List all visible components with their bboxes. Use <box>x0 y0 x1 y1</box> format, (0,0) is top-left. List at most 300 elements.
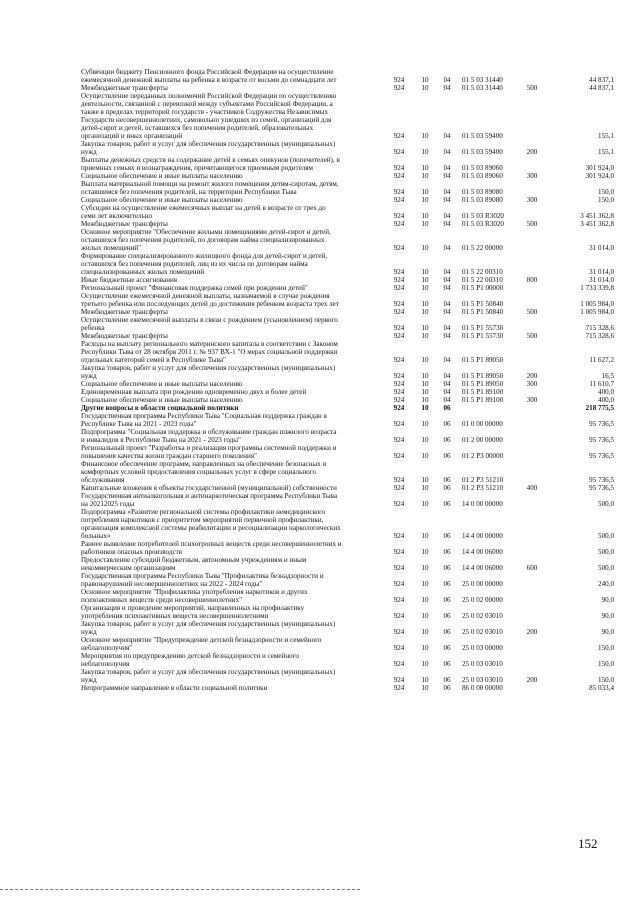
row-expense-type: 500 <box>526 220 538 228</box>
row-section-code: 10 <box>421 380 429 388</box>
row-section-code: 10 <box>421 404 429 412</box>
row-gr-code: 924 <box>393 324 405 332</box>
row-name: Социальное обеспечение и иные выплаты населению <box>81 172 243 180</box>
row-target-code: 01 5 03 31440 <box>462 76 503 84</box>
row-name: Субсидии на осуществление ежемесячных выплат на детей в возрасте от трех до семи лет включительно <box>81 204 326 220</box>
row-expense-type: 500 <box>526 308 538 316</box>
row-subsection-code: 04 <box>443 332 451 340</box>
row-name: Закупка товаров, работ и услуг для обеспечения государственных (муниципальных) нужд <box>81 668 336 684</box>
row-target-code: 01 5 P1 89100 <box>462 388 504 396</box>
row-subsection-code: 06 <box>443 500 451 508</box>
row-subsection-code: 06 <box>443 644 451 652</box>
row-gr-code: 924 <box>393 196 405 204</box>
row-section-code: 10 <box>421 284 429 292</box>
row-subsection-code: 06 <box>443 628 451 636</box>
row-section-code: 10 <box>421 212 429 220</box>
row-name: Финансовое обеспечение программ, направленных на обеспечение безопасных и комфортных условий предоставления социальных услуг в сфере социального обслуживания <box>81 460 327 484</box>
table-row <box>81 332 614 340</box>
row-target-code: 01 2 P3 51210 <box>462 476 504 484</box>
table-row <box>81 156 614 172</box>
row-target-code: 01 5 03 R3020 <box>462 212 504 220</box>
row-subsection-code: 06 <box>443 676 451 684</box>
row-name: Социальное обеспечение и иные выплаты населению <box>81 396 243 404</box>
row-section-code: 10 <box>421 452 429 460</box>
row-amount: 1 733 339,8 <box>580 284 614 292</box>
table-row <box>81 684 614 692</box>
table-row <box>81 196 614 204</box>
row-name: Осуществление ежемесячной денежной выплаты, назначаемой в случае рождения третьего ребенка или последующих детей до достижения ребенком возраста трех лет <box>81 292 339 308</box>
table-row <box>81 68 614 84</box>
row-expense-type: 200 <box>526 372 538 380</box>
row-amount: 1 005 984,0 <box>580 300 614 308</box>
row-gr-code: 924 <box>393 500 405 508</box>
row-target-code: 01 5 03 89060 <box>462 172 503 180</box>
row-subsection-code: 04 <box>443 388 451 396</box>
row-target-code: 01 5 P1 89050 <box>462 380 504 388</box>
row-amount: 90,0 <box>601 612 614 620</box>
row-amount: 90,0 <box>601 596 614 604</box>
row-subsection-code: 04 <box>443 300 451 308</box>
table-row <box>81 308 614 316</box>
table-row <box>81 276 614 284</box>
row-subsection-code: 04 <box>443 76 451 84</box>
row-expense-type: 200 <box>526 676 538 684</box>
row-gr-code: 924 <box>393 676 405 684</box>
row-gr-code: 924 <box>393 244 405 252</box>
row-name: Межбюджетные трансферты <box>81 308 168 316</box>
row-target-code: 01 5 P1 55730 <box>462 324 504 332</box>
table-row <box>81 484 614 492</box>
row-amount: 400,0 <box>598 396 614 404</box>
row-subsection-code: 06 <box>443 612 451 620</box>
table-row <box>81 252 614 276</box>
row-gr-code: 924 <box>393 484 405 492</box>
table-row <box>81 572 614 588</box>
row-amount: 95 736,5 <box>589 436 614 444</box>
row-amount: 218 775,5 <box>585 404 614 412</box>
row-gr-code: 924 <box>393 308 405 316</box>
row-gr-code: 924 <box>393 452 405 460</box>
row-section-code: 10 <box>421 372 429 380</box>
row-gr-code: 924 <box>393 420 405 428</box>
row-name: Межбюджетные трансферты <box>81 332 168 340</box>
row-gr-code: 924 <box>393 660 405 668</box>
table-row <box>81 228 614 252</box>
row-amount: 500,0 <box>598 532 614 540</box>
row-amount: 150,0 <box>598 676 614 684</box>
row-target-code: 01 5 22 00310 <box>462 268 503 276</box>
row-amount: 715 328,6 <box>585 324 614 332</box>
row-gr-code: 924 <box>393 268 405 276</box>
row-subsection-code: 04 <box>443 84 451 92</box>
row-target-code: 01 2 00 00000 <box>462 436 503 444</box>
row-gr-code: 924 <box>393 132 405 140</box>
row-gr-code: 924 <box>393 284 405 292</box>
row-amount: 500,0 <box>598 548 614 556</box>
table-row <box>81 428 614 444</box>
row-target-code: 01 5 P1 89100 <box>462 396 504 404</box>
row-amount: 500,0 <box>598 564 614 572</box>
row-section-code: 10 <box>421 436 429 444</box>
row-gr-code: 924 <box>393 220 405 228</box>
row-target-code: 01 5 P1 50840 <box>462 308 504 316</box>
row-gr-code: 924 <box>393 628 405 636</box>
table-row <box>81 172 614 180</box>
row-target-code: 01 5 03 89080 <box>462 188 503 196</box>
row-name: Выплаты денежных средств на содержание детей в семьях опекунов (попечителей), в приемных семьях и вознаграждения, причитающегося приемным родителям <box>81 156 340 172</box>
row-gr-code: 924 <box>393 276 405 284</box>
row-expense-type: 300 <box>526 196 538 204</box>
row-section-code: 10 <box>421 276 429 284</box>
row-name: Региональный проект "Финансовая поддержка семей при рождении детей" <box>81 284 308 292</box>
row-amount: 11 627,2 <box>589 356 614 364</box>
row-subsection-code: 04 <box>443 220 451 228</box>
table-row <box>81 396 614 404</box>
row-gr-code: 924 <box>393 164 405 172</box>
row-name: Подпрограмма "Социальная поддержка и обслуживание граждан пожилого возраста и инвалидов в Республике Тыва на 2021 - 2023 годы" <box>81 428 337 444</box>
row-subsection-code: 06 <box>443 684 451 692</box>
table-row <box>81 636 614 652</box>
row-gr-code: 924 <box>393 372 405 380</box>
row-gr-code: 924 <box>393 596 405 604</box>
row-target-code: 25 0 02 00000 <box>462 596 503 604</box>
row-name: Закупка товаров, работ и услуг для обеспечения государственных (муниципальных) нужд <box>81 364 336 380</box>
row-target-code: 01 5 03 89060 <box>462 164 503 172</box>
row-amount: 150,0 <box>598 644 614 652</box>
table-row <box>81 316 614 332</box>
row-section-code: 10 <box>421 164 429 172</box>
table-row <box>81 404 614 412</box>
table-row <box>81 180 614 196</box>
row-expense-type: 500 <box>526 84 538 92</box>
budget-table <box>81 68 614 692</box>
table-row <box>81 508 614 540</box>
row-amount: 95 736,5 <box>589 420 614 428</box>
row-amount: 31 014,0 <box>589 276 614 284</box>
row-section-code: 10 <box>421 196 429 204</box>
row-subsection-code: 06 <box>443 404 451 412</box>
row-gr-code: 924 <box>393 300 405 308</box>
row-section-code: 10 <box>421 500 429 508</box>
row-name: Государственная антиалкогольная и антинаркотическая программа Республики Тыва на 20212025 годы <box>81 492 338 508</box>
row-gr-code: 924 <box>393 644 405 652</box>
row-expense-type: 200 <box>526 148 538 156</box>
row-target-code: 25 0 03 03010 <box>462 676 503 684</box>
row-subsection-code: 04 <box>443 396 451 404</box>
row-expense-type: 400 <box>526 484 538 492</box>
row-name: Мероприятия по предупреждению детской безнадзорности и семейного неблагополучия <box>81 652 299 668</box>
row-target-code: 01 5 22 00310 <box>462 276 503 284</box>
table-row <box>81 652 614 668</box>
row-section-code: 10 <box>421 548 429 556</box>
row-gr-code: 924 <box>393 532 405 540</box>
row-section-code: 10 <box>421 220 429 228</box>
row-section-code: 10 <box>421 612 429 620</box>
row-section-code: 10 <box>421 244 429 252</box>
row-name: Межбюджетные трансферты <box>81 84 168 92</box>
row-gr-code: 924 <box>393 356 405 364</box>
row-name: Капитальные вложения в объекты государственной (муниципальной) собственности <box>81 484 337 492</box>
row-name: Предоставление субсидий бюджетным, автономным учреждениям и иным некоммерческим организациям <box>81 556 307 572</box>
row-target-code: 01 5 P1 55730 <box>462 332 504 340</box>
row-subsection-code: 06 <box>443 580 451 588</box>
page-number: 152 <box>578 836 598 851</box>
row-section-code: 10 <box>421 628 429 636</box>
row-name: Единовременная выплата при рождении одновременно двух и более детей <box>81 388 307 396</box>
row-section-code: 10 <box>421 308 429 316</box>
row-target-code: 25 0 03 00000 <box>462 644 503 652</box>
row-name: Региональный проект "Разработка и реализация программы системной поддержки и повышения качества жизни граждан старшего поколения" <box>81 444 337 460</box>
footer-divider <box>0 889 360 891</box>
row-name: Государственная программа Республики Тыва "Профилактика безнадзорности и правонарушений несовершеннолетних на 2022 - 2024 годы" <box>81 572 324 588</box>
table-row <box>81 412 614 428</box>
row-expense-type: 200 <box>526 628 538 636</box>
row-target-code: 25 0 02 03010 <box>462 612 503 620</box>
table-row <box>81 604 614 620</box>
row-target-code: 01 5 03 59400 <box>462 132 503 140</box>
row-subsection-code: 04 <box>443 356 451 364</box>
row-section-code: 10 <box>421 644 429 652</box>
row-gr-code: 924 <box>393 612 405 620</box>
row-section-code: 10 <box>421 268 429 276</box>
row-name: Социальное обеспечение и иные выплаты населению <box>81 196 243 204</box>
row-gr-code: 924 <box>393 148 405 156</box>
row-gr-code: 924 <box>393 564 405 572</box>
row-section-code: 10 <box>421 476 429 484</box>
row-amount: 150,0 <box>598 660 614 668</box>
table-row <box>81 380 614 388</box>
row-expense-type: 600 <box>526 564 538 572</box>
row-subsection-code: 06 <box>443 596 451 604</box>
row-target-code: 01 2 P3 51210 <box>462 484 504 492</box>
table-row <box>81 460 614 484</box>
row-subsection-code: 04 <box>443 196 451 204</box>
table-row <box>81 388 614 396</box>
row-subsection-code: 06 <box>443 660 451 668</box>
row-target-code: 01 5 P1 50840 <box>462 300 504 308</box>
row-target-code: 01 5 P1 89050 <box>462 372 504 380</box>
row-name: Социальное обеспечение и иные выплаты населению <box>81 380 243 388</box>
table-row <box>81 492 614 508</box>
row-section-code: 10 <box>421 532 429 540</box>
row-target-code: 14 0 00 00000 <box>462 500 503 508</box>
row-amount: 301 924,0 <box>585 172 614 180</box>
row-name: Другие вопросы в области социальной политики <box>81 404 239 412</box>
row-expense-type: 500 <box>526 332 538 340</box>
row-gr-code: 924 <box>393 396 405 404</box>
table-row <box>81 620 614 636</box>
row-section-code: 10 <box>421 188 429 196</box>
row-name: Организация и проведение мероприятий, направленных на профилактику употребления психоактивных веществ несовершеннолетними <box>81 604 305 620</box>
table-row <box>81 204 614 220</box>
row-amount: 3 451 362,8 <box>580 220 614 228</box>
row-name: Закупка товаров, работ и услуг для обеспечения государственных (муниципальных) нужд <box>81 140 336 156</box>
row-target-code: 01 5 22 00000 <box>462 244 503 252</box>
row-name: Иные бюджетные ассигнования <box>81 276 178 284</box>
table-row <box>81 84 614 92</box>
row-amount: 150,0 <box>598 188 614 196</box>
table-row <box>81 140 614 156</box>
row-name: Государственная программа Республики Тыва "Социальная поддержка граждан в Республике Тыва на 2021 - 2023 годы" <box>81 412 327 428</box>
row-section-code: 10 <box>421 564 429 572</box>
row-section-code: 10 <box>421 420 429 428</box>
row-subsection-code: 06 <box>443 452 451 460</box>
row-amount: 500,0 <box>598 500 614 508</box>
row-target-code: 25 0 02 03010 <box>462 628 503 636</box>
row-name: Раннее выявление потребителей психотропных веществ среди несовершеннолетних и работников опасных производств <box>81 540 342 556</box>
row-section-code: 10 <box>421 84 429 92</box>
row-target-code: 01 5 03 31440 <box>462 84 503 92</box>
row-gr-code: 924 <box>393 172 405 180</box>
row-subsection-code: 04 <box>443 372 451 380</box>
row-subsection-code: 06 <box>443 476 451 484</box>
row-gr-code: 924 <box>393 548 405 556</box>
row-subsection-code: 04 <box>443 324 451 332</box>
row-target-code: 01 2 P3 00000 <box>462 452 504 460</box>
row-name: Подпрограмма «Развитие региональной системы профилактики немедицинского потребления наркотиков с приоритетом мероприятий первичной профилактики, организация комплексной системы реабилитации и ресоциализации наркологических больных» <box>81 508 341 540</box>
table-row <box>81 588 614 604</box>
row-name: Основное мероприятие "Предупреждение детской безнадзорности и семейного неблагополучия" <box>81 636 322 652</box>
row-section-code: 10 <box>421 596 429 604</box>
row-name: Выплата материальной помощи на ремонт жилого помещения детям-сиротам, детям, оставшимся без попечения родителей, на территории Республики Тыва <box>81 180 339 196</box>
row-section-code: 10 <box>421 148 429 156</box>
row-subsection-code: 06 <box>443 532 451 540</box>
row-gr-code: 924 <box>393 188 405 196</box>
row-section-code: 10 <box>421 484 429 492</box>
table-row <box>81 284 614 292</box>
table-row <box>81 668 614 684</box>
row-target-code: 14 4 00 06000 <box>462 548 503 556</box>
row-gr-code: 924 <box>393 332 405 340</box>
row-target-code: 01 5 P1 89050 <box>462 356 504 364</box>
row-name: Непрограммное направление в области социальной политики <box>81 684 268 692</box>
row-name: Осуществление переданных полномочий Российской Федерации по осуществлению деятельности, связанной с перевозкой между субъектами Российской Федерации, а также в пределах территорий государств - участников Содружества Независимых Государств несовершеннолетних, самовольно ушедших из семей, организаций для детей-сирот и детей, оставшихся без попечения родителей, образовательных организаций и иных организаций <box>81 92 337 140</box>
row-subsection-code: 06 <box>443 420 451 428</box>
row-amount: 11 610,7 <box>589 380 614 388</box>
row-gr-code: 924 <box>393 476 405 484</box>
row-amount: 1 005 984,0 <box>580 308 614 316</box>
row-gr-code: 924 <box>393 436 405 444</box>
row-subsection-code: 04 <box>443 268 451 276</box>
row-gr-code: 924 <box>393 84 405 92</box>
row-gr-code: 924 <box>393 580 405 588</box>
table-row <box>81 220 614 228</box>
row-target-code: 86 0 00 00000 <box>462 684 503 692</box>
row-amount: 155,1 <box>598 132 614 140</box>
row-amount: 301 924,0 <box>585 164 614 172</box>
table-row <box>81 556 614 572</box>
row-section-code: 10 <box>421 580 429 588</box>
row-target-code: 25 0 00 00000 <box>462 580 503 588</box>
row-name: Субвенции бюджету Пенсионного фонда Российской Федерации на осуществление ежемесячной денежной выплаты на ребенка в возрасте от восьми до семнадцати лет <box>81 68 337 84</box>
row-gr-code: 924 <box>393 212 405 220</box>
row-subsection-code: 06 <box>443 564 451 572</box>
row-target-code: 14 4 00 06000 <box>462 564 503 572</box>
table-row <box>81 92 614 140</box>
row-subsection-code: 06 <box>443 436 451 444</box>
row-section-code: 10 <box>421 132 429 140</box>
row-subsection-code: 04 <box>443 308 451 316</box>
row-subsection-code: 04 <box>443 284 451 292</box>
row-target-code: 14 4 00 00000 <box>462 532 503 540</box>
row-expense-type: 300 <box>526 172 538 180</box>
row-section-code: 10 <box>421 396 429 404</box>
row-subsection-code: 04 <box>443 172 451 180</box>
row-section-code: 10 <box>421 684 429 692</box>
row-target-code: 01 5 P1 00000 <box>462 284 504 292</box>
row-subsection-code: 04 <box>443 132 451 140</box>
row-gr-code: 924 <box>393 684 405 692</box>
row-subsection-code: 04 <box>443 148 451 156</box>
row-amount: 90,0 <box>601 628 614 636</box>
table-row <box>81 364 614 380</box>
table-row <box>81 292 614 308</box>
row-name: Межбюджетные трансферты <box>81 220 168 228</box>
row-section-code: 10 <box>421 76 429 84</box>
row-section-code: 10 <box>421 356 429 364</box>
row-subsection-code: 04 <box>443 212 451 220</box>
table-row <box>81 540 614 556</box>
row-subsection-code: 04 <box>443 276 451 284</box>
row-amount: 155,1 <box>598 148 614 156</box>
row-expense-type: 300 <box>526 380 538 388</box>
row-expense-type: 300 <box>526 396 538 404</box>
table-row <box>81 340 614 364</box>
row-amount: 240,0 <box>598 580 614 588</box>
row-subsection-code: 04 <box>443 164 451 172</box>
row-target-code: 01 5 03 59400 <box>462 148 503 156</box>
row-amount: 95 736,5 <box>589 476 614 484</box>
row-subsection-code: 04 <box>443 244 451 252</box>
row-gr-code: 924 <box>393 76 405 84</box>
row-target-code: 25 0 03 03010 <box>462 660 503 668</box>
row-name: Закупка товаров, работ и услуг для обеспечения государственных (муниципальных) нужд <box>81 620 336 636</box>
row-section-code: 10 <box>421 388 429 396</box>
row-name: Основное мероприятие "Профилактика употребления наркотиков и других психоактивных веществ среди несовершеннолетних" <box>81 588 308 604</box>
row-subsection-code: 04 <box>443 380 451 388</box>
row-amount: 85 033,4 <box>589 684 614 692</box>
row-name: Основное мероприятие "Обеспечение жилыми помещениями детей-сирот и детей, оставшихся без попечения родителей, по договорам найма специализированных жилых помещений" <box>81 228 331 252</box>
row-section-code: 10 <box>421 332 429 340</box>
row-target-code: 01 0 00 00000 <box>462 420 503 428</box>
row-amount: 400,0 <box>598 388 614 396</box>
row-subsection-code: 04 <box>443 188 451 196</box>
row-gr-code: 924 <box>393 388 405 396</box>
row-amount: 44 837,1 <box>589 76 614 84</box>
row-section-code: 10 <box>421 324 429 332</box>
row-amount: 715 328,6 <box>585 332 614 340</box>
row-amount: 150,0 <box>598 196 614 204</box>
row-gr-code: 924 <box>393 404 405 412</box>
row-name: Формирование специализированного жилищного фонда для детей-сирот и детей, оставшихся без попечения родителей, лиц из их числа по договорам найма специализированных жилых помещений <box>81 252 328 276</box>
table-row <box>81 444 614 460</box>
row-gr-code: 924 <box>393 380 405 388</box>
row-subsection-code: 06 <box>443 484 451 492</box>
row-amount: 16,5 <box>601 372 614 380</box>
row-amount: 95 736,5 <box>589 452 614 460</box>
row-section-code: 10 <box>421 300 429 308</box>
row-subsection-code: 06 <box>443 548 451 556</box>
row-section-code: 10 <box>421 676 429 684</box>
row-amount: 31 014,0 <box>589 244 614 252</box>
row-target-code: 01 5 03 89080 <box>462 196 503 204</box>
row-amount: 3 451 362,8 <box>580 212 614 220</box>
row-section-code: 10 <box>421 660 429 668</box>
row-amount: 31 014,0 <box>589 268 614 276</box>
row-section-code: 10 <box>421 172 429 180</box>
row-expense-type: 800 <box>526 276 538 284</box>
row-name: Расходы на выплату регионального материнского капитала в соответствии с Законом Республики Тыва от 28 октября 2011 г. № 937 ВХ-1 "О мерах социальной поддержки отдельных категорий семей в Республике Тыва" <box>81 340 338 364</box>
